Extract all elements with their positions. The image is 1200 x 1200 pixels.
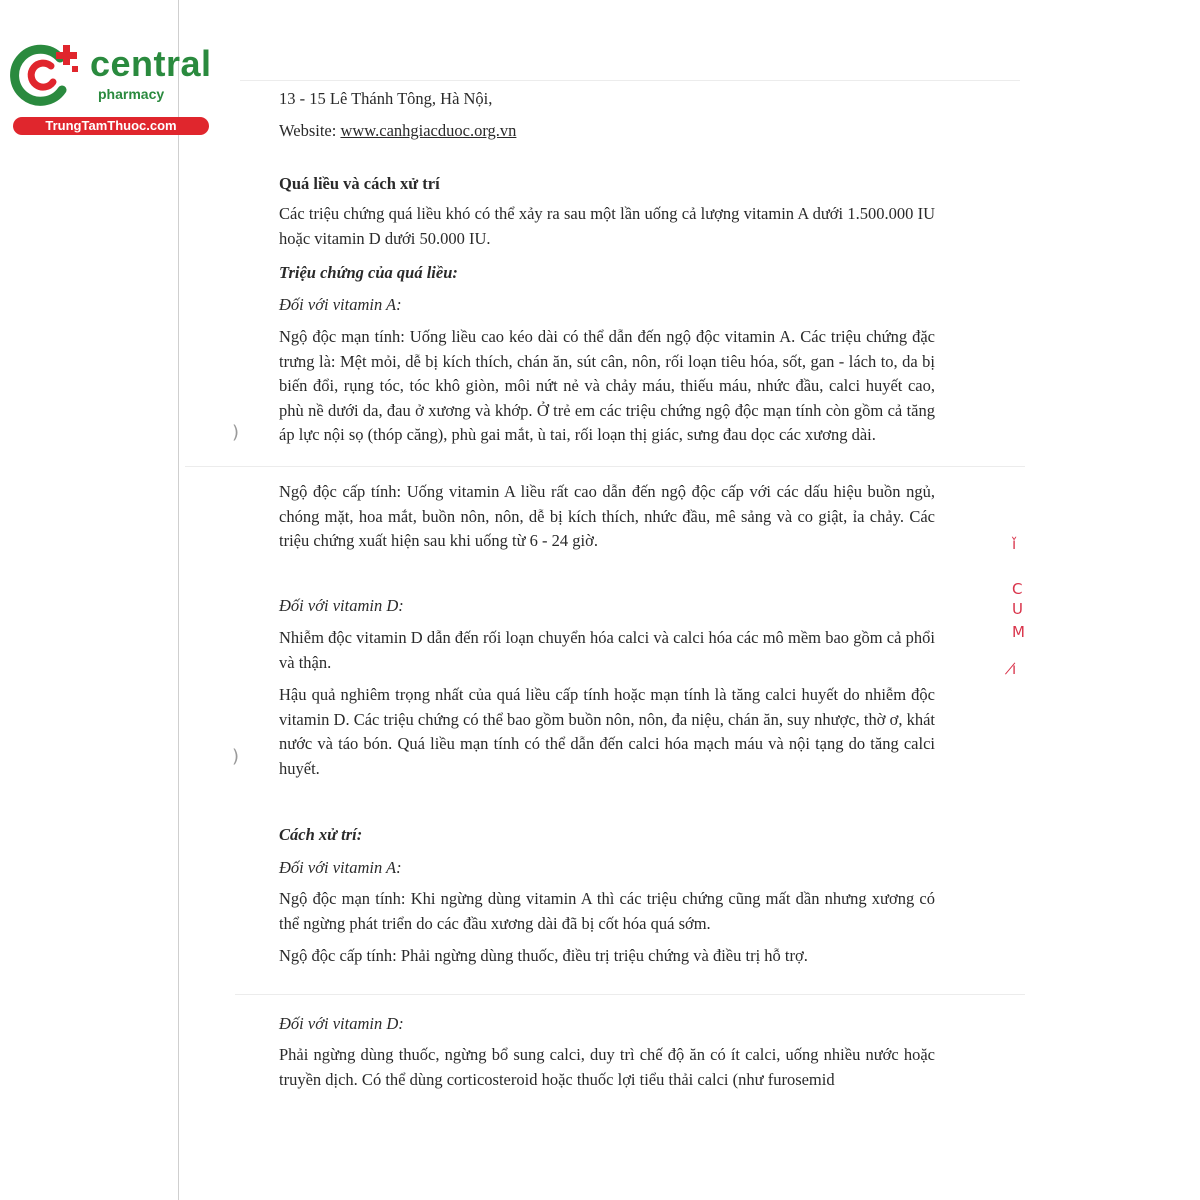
symptoms-vitamin-a-heading: Đối với vitamin A: bbox=[279, 295, 402, 314]
page-margin-line bbox=[178, 0, 179, 1200]
scan-mark: ) bbox=[232, 422, 240, 443]
website-link[interactable]: www.canhgiacduoc.org.vn bbox=[340, 121, 517, 140]
treatment-vitamin-d-heading: Đối với vitamin D: bbox=[279, 1014, 404, 1033]
stamp-fragment: C bbox=[1012, 580, 1023, 598]
treatment-vitamin-a-chronic: Ngộ độc mạn tính: Khi ngừng dùng vitamin A thì các triệu chứng cũng mất dần nhưng xương có thể ngừng phát triển do các đầu xương dài đã bị cốt hóa quá sớm. bbox=[279, 889, 935, 933]
symptoms-vitamin-d-p2: Hậu quả nghiêm trọng nhất của quá liều cấp tính hoặc mạn tính là tăng calci huyết do nhiễm độc vitamin D. Các triệu chứng có thể bao gồm buồn nôn, nôn, đa niệu, chán ăn, suy nhược, thờ ơ, khát nước và táo bón. Quá liều mạn tính có thể dẫn đến calci hóa mạch máu và nội tạng do tăng calci huyết. bbox=[279, 685, 935, 778]
address-line: 13 - 15 Lê Thánh Tông, Hà Nội, bbox=[279, 89, 493, 108]
scan-artifact-line bbox=[240, 80, 1020, 81]
treatment-vitamin-a-acute: Ngộ độc cấp tính: Phải ngừng dùng thuốc, điều trị triệu chứng và điều trị hỗ trợ. bbox=[279, 946, 808, 965]
central-pharmacy-logo bbox=[10, 38, 215, 138]
treatment-vitamin-a-heading: Đối với vitamin A: bbox=[279, 858, 402, 877]
stamp-fragment: ǐ bbox=[1012, 535, 1017, 553]
logo-site-banner: TrungTamThuoc.com bbox=[13, 117, 209, 135]
scan-artifact-line bbox=[185, 466, 1025, 467]
pharmacy-cross-logo-icon bbox=[10, 38, 88, 108]
treatment-vitamin-d-p1: Phải ngừng dùng thuốc, ngừng bổ sung calci, duy trì chế độ ăn có ít calci, uống nhiều nước hoặc truyền dịch. Có thể dùng corticosteroid hoặc thuốc lợi tiểu thải calci (như furosemid bbox=[279, 1045, 935, 1089]
symptoms-vitamin-d-p1: Nhiễm độc vitamin D dẫn đến rối loạn chuyển hóa calci và calci hóa các mô mềm bao gồm cả phổi và thận. bbox=[279, 628, 935, 672]
website-line bbox=[279, 121, 516, 141]
treatment-heading: Cách xử trí: bbox=[279, 825, 363, 844]
overdose-intro: Các triệu chứng quá liều khó có thể xảy ra sau một lần uống cả lượng vitamin A dưới 1.500.000 IU hoặc vitamin D dưới 50.000 IU. bbox=[279, 204, 935, 248]
website-label: Website: bbox=[279, 121, 341, 140]
symptoms-vitamin-a-acute: Ngộ độc cấp tính: Uống vitamin A liều rất cao dẫn đến ngộ độc cấp với các dấu hiệu buồn ngủ, chóng mặt, hoa mắt, buồn nôn, nôn, dễ bị kích thích, nhức đầu, mê sảng và co giật, ỉa chảy. Các triệu chứng xuất hiện sau khi uống từ 6 - 24 giờ. bbox=[279, 482, 935, 550]
stamp-fragment: M bbox=[1012, 623, 1025, 641]
symptoms-vitamin-d-heading: Đối với vitamin D: bbox=[279, 596, 404, 615]
symptoms-heading: Triệu chứng của quá liều: bbox=[279, 263, 458, 282]
scan-artifact-line bbox=[235, 994, 1025, 995]
stamp-fragment: U bbox=[1012, 600, 1023, 618]
logo-brand-name: central bbox=[90, 43, 212, 84]
symptoms-vitamin-a-chronic: Ngộ độc mạn tính: Uống liều cao kéo dài có thể dẫn đến ngộ độc vitamin A. Các triệu chứng đặc trưng là: Mệt mỏi, dễ bị kích thích, chán ăn, sút cân, nôn, rối loạn tiêu hóa, sốt, gan - lách to, da bị biến đổi, rụng tóc, tóc khô giòn, môi nứt nẻ và chảy máu, thiếu máu, nhức đầu, calci huyết cao, phù nề dưới da, đau ở xương và khớp. Ở trẻ em các triệu chứng ngộ độc mạn tính còn gồm cả tăng áp lực nội sọ (thóp căng), phù gai mắt, ù tai, rối loạn thị giác, sưng đau dọc các xương dài. bbox=[279, 327, 935, 444]
stamp-fragment: ı̸ bbox=[1012, 660, 1017, 678]
overdose-heading: Quá liều và cách xử trí bbox=[279, 174, 440, 193]
logo-tagline: pharmacy bbox=[98, 86, 165, 102]
scan-mark: ) bbox=[232, 746, 240, 767]
